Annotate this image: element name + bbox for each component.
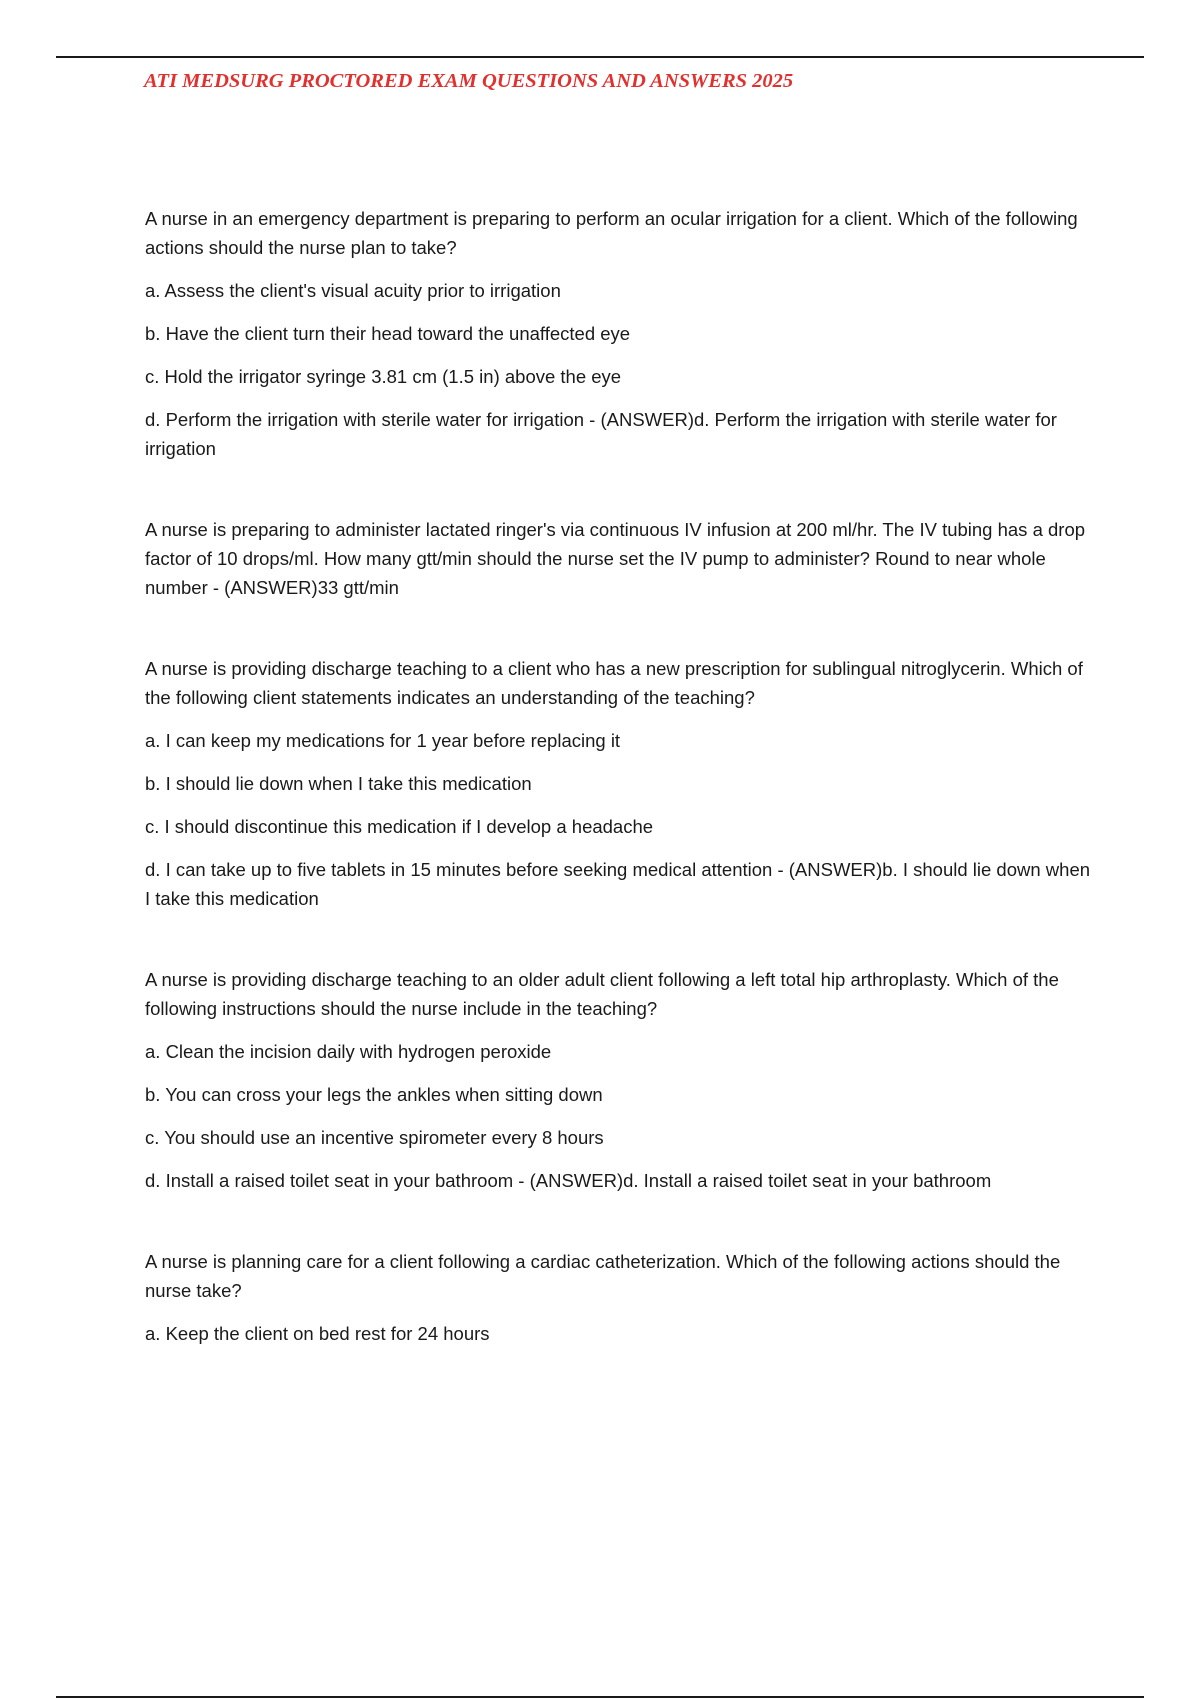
answer-option: d. I can take up to five tablets in 15 minutes before seeking medical attention - (ANSWER)b. I should lie down when I take this medication: [145, 859, 1091, 909]
question-5: [145, 1247, 1095, 1348]
document-title: ATI MEDSURG PROCTORED EXAM QUESTIONS AND ANSWERS 2025: [144, 70, 794, 92]
answer-option: a. I can keep my medications for 1 year before replacing it: [145, 730, 621, 751]
answer-option: c. You should use an incentive spirometer every 8 hours: [145, 1127, 604, 1148]
answer-option: a. Assess the client's visual acuity prior to irrigation: [145, 280, 561, 301]
answer-option: d. Install a raised toilet seat in your bathroom - (ANSWER)d. Install a raised toilet seat in your bathroom: [145, 1170, 992, 1191]
question-2: [145, 515, 1095, 602]
question-4: [145, 965, 1095, 1195]
question-3: [145, 654, 1095, 913]
question-stem: A nurse is planning care for a client following a cardiac catheterization. Which of the following actions should the nurse take?: [145, 1251, 1061, 1301]
question-stem: A nurse is providing discharge teaching to a client who has a new prescription for sublingual nitroglycerin. Which of the following client statements indicates an understanding of the teaching?: [145, 658, 1083, 708]
question-stem: A nurse is preparing to administer lactated ringer's via continuous IV infusion at 200 ml/hr. The IV tubing has a drop factor of 10 drops/ml. How many gtt/min should the nurse set the IV pump to administer? Round to near whole number - (ANSWER)33 gtt/min: [145, 519, 1086, 598]
answer-option: c. Hold the irrigator syringe 3.81 cm (1.5 in) above the eye: [145, 366, 622, 387]
question-stem: A nurse in an emergency department is preparing to perform an ocular irrigation for a client. Which of the following actions should the nurse plan to take?: [145, 208, 1078, 258]
answer-option: b. Have the client turn their head toward the unaffected eye: [145, 323, 631, 344]
answer-option: b. You can cross your legs the ankles when sitting down: [145, 1084, 603, 1105]
answer-option: b. I should lie down when I take this medication: [145, 773, 532, 794]
answer-option: c. I should discontinue this medication if I develop a headache: [145, 816, 654, 837]
question-list: [145, 204, 1095, 1348]
answer-option: a. Clean the incision daily with hydrogen peroxide: [145, 1041, 552, 1062]
top-divider: [56, 56, 1144, 58]
answer-option: d. Perform the irrigation with sterile water for irrigation - (ANSWER)d. Perform the irrigation with sterile water for irrigation: [145, 409, 1057, 459]
question-stem: A nurse is providing discharge teaching to an older adult client following a left total hip arthroplasty. Which of the following instructions should the nurse include in the teaching?: [145, 969, 1059, 1019]
question-1: [145, 204, 1095, 463]
bottom-divider: [56, 1696, 1144, 1698]
answer-option: a. Keep the client on bed rest for 24 hours: [145, 1323, 490, 1344]
